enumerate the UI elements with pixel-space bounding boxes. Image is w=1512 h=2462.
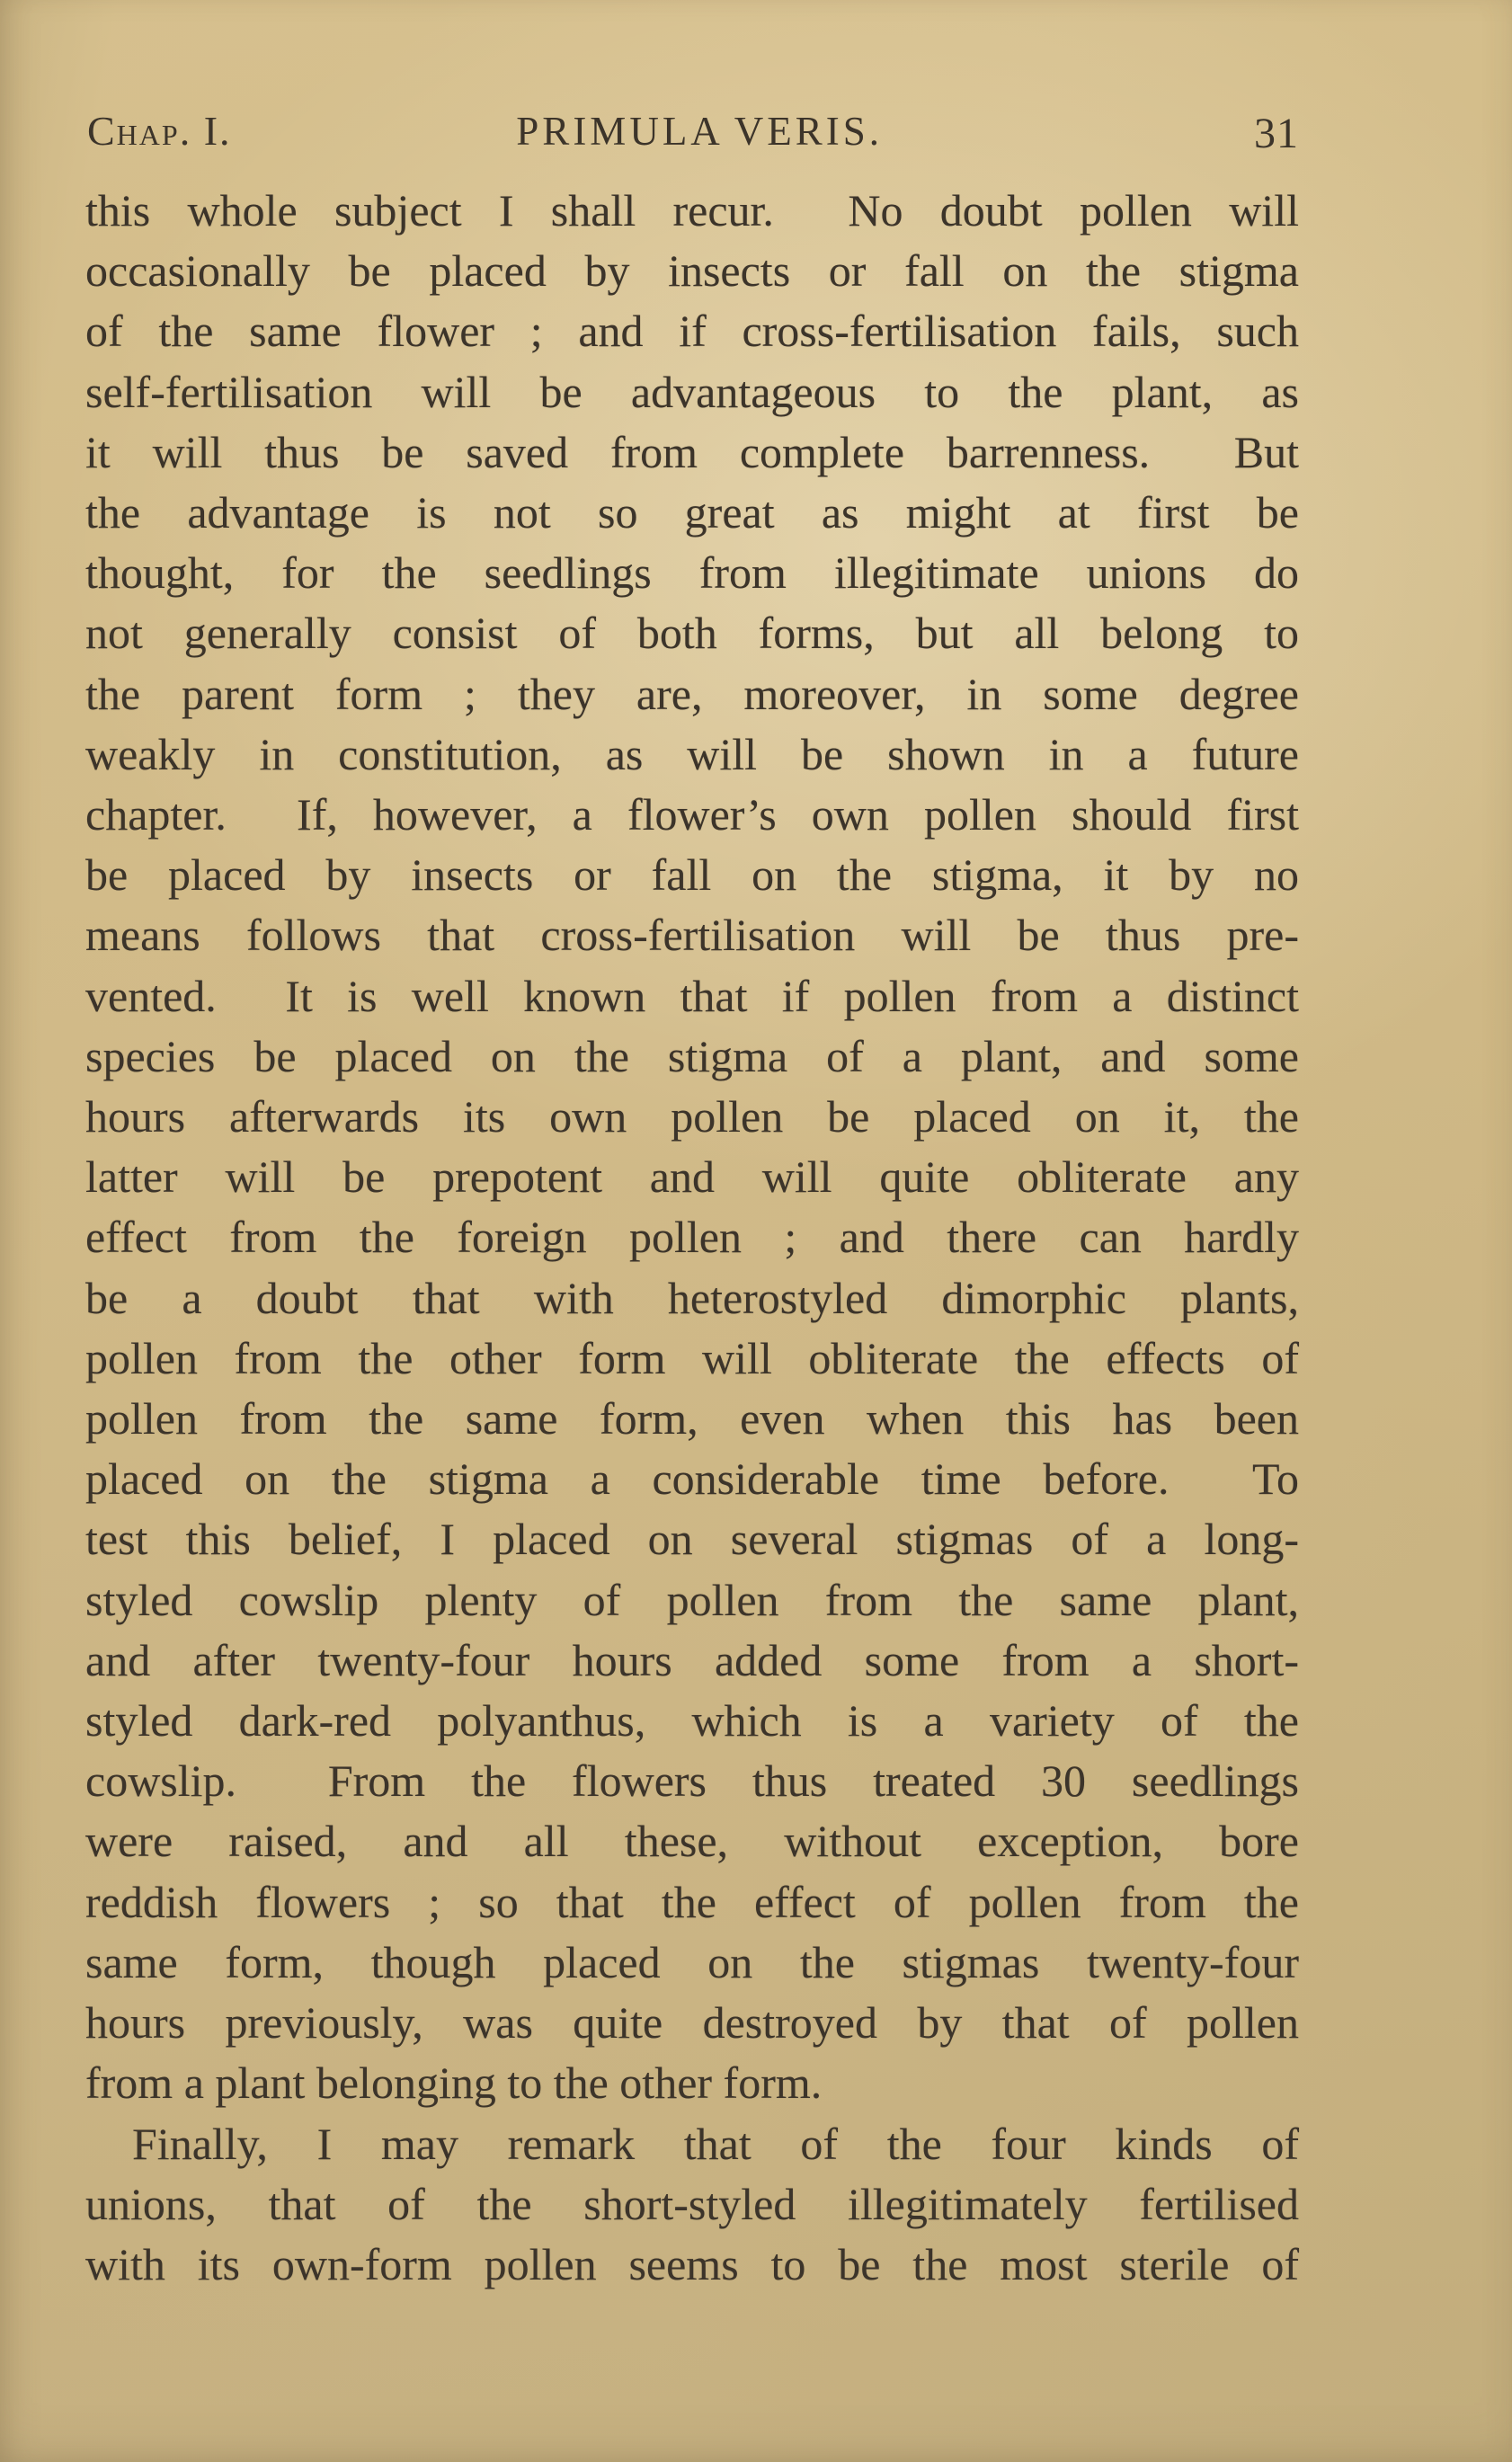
text-line: placed on the stigma a considerable time before. To [85,1453,1299,1505]
text-line: means follows that cross-fertilisation will be thus pre- [85,910,1299,961]
running-title: PRIMULA VERIS. [516,109,884,154]
text-line: same form, though placed on the stigmas twenty-four [85,1936,1299,1987]
text-line: occasionally be placed by insects or fall on the stigma [85,245,1299,297]
text-line: pollen from the other form will obliterate the effects of [85,1332,1299,1383]
text-line: self-fertilisation will be advantageous to the plant, as [85,366,1299,417]
text-line: the parent form ; they are, moreover, in some degree [85,668,1299,719]
text-line: from a plant belonging to the other form. [85,2058,823,2109]
text-line: unions, that of the short-styled illegitimately fertilised [85,2178,1299,2229]
text-line: pollen from the same form, even when this has been [85,1393,1299,1444]
text-line: hours previously, was quite destroyed by that of pollen [85,1997,1299,2049]
text-line: of the same flower ; and if cross-fertilisation fails, such [85,306,1299,357]
text-line: vented. It is well known that if pollen from a distinct [85,970,1299,1021]
text-line: with its own-form pollen seems to be the most sterile of [85,2238,1299,2289]
text-line: the advantage is not so great as might at first be [85,487,1299,538]
text-line: chapter. If, however, a flower’s own pollen should first [85,789,1299,840]
text-line: were raised, and all these, without exception, bore [85,1816,1299,1867]
text-line: styled dark-red polyanthus, which is a variety of the [85,1695,1299,1747]
text-line: be placed by insects or fall on the stigma, it by no [85,849,1299,901]
text-line: hours afterwards its own pollen be placed on it, the [85,1091,1299,1142]
text-line: test this belief, I placed on several stigmas of a long- [85,1514,1299,1565]
text-line: Finally, I may remark that of the four kinds of [132,2118,1299,2169]
text-line: this whole subject I shall recur. No doubt pollen will [85,185,1299,236]
text-line: thought, for the seedlings from illegitimate unions do [85,547,1299,599]
page-number: 31 [1254,110,1299,157]
text-line: effect from the foreign pollen ; and there can hardly [85,1212,1299,1263]
text-line: be a doubt that with heterostyled dimorphic plants, [85,1272,1299,1323]
page-body [85,181,1299,2295]
chapter-label: Chap. I. [87,108,232,154]
text-line: weakly in constitution, as will be shown in a future [85,728,1299,779]
text-line: and after twenty-four hours added some from a short- [85,1634,1299,1685]
text-line: cowslip. From the flowers thus treated 30 seedlings [85,1755,1299,1807]
text-line: latter will be prepotent and will quite obliterate any [85,1151,1299,1203]
page-header [85,99,1299,155]
text-line: species be placed on the stigma of a plant, and some [85,1030,1299,1081]
text-line: styled cowslip plenty of pollen from the same plant, [85,1574,1299,1625]
text-line: reddish flowers ; so that the effect of pollen from the [85,1876,1299,1927]
text-line: not generally consist of both forms, but all belong to [85,608,1299,659]
text-line: it will thus be saved from complete barrenness. But [85,426,1299,477]
